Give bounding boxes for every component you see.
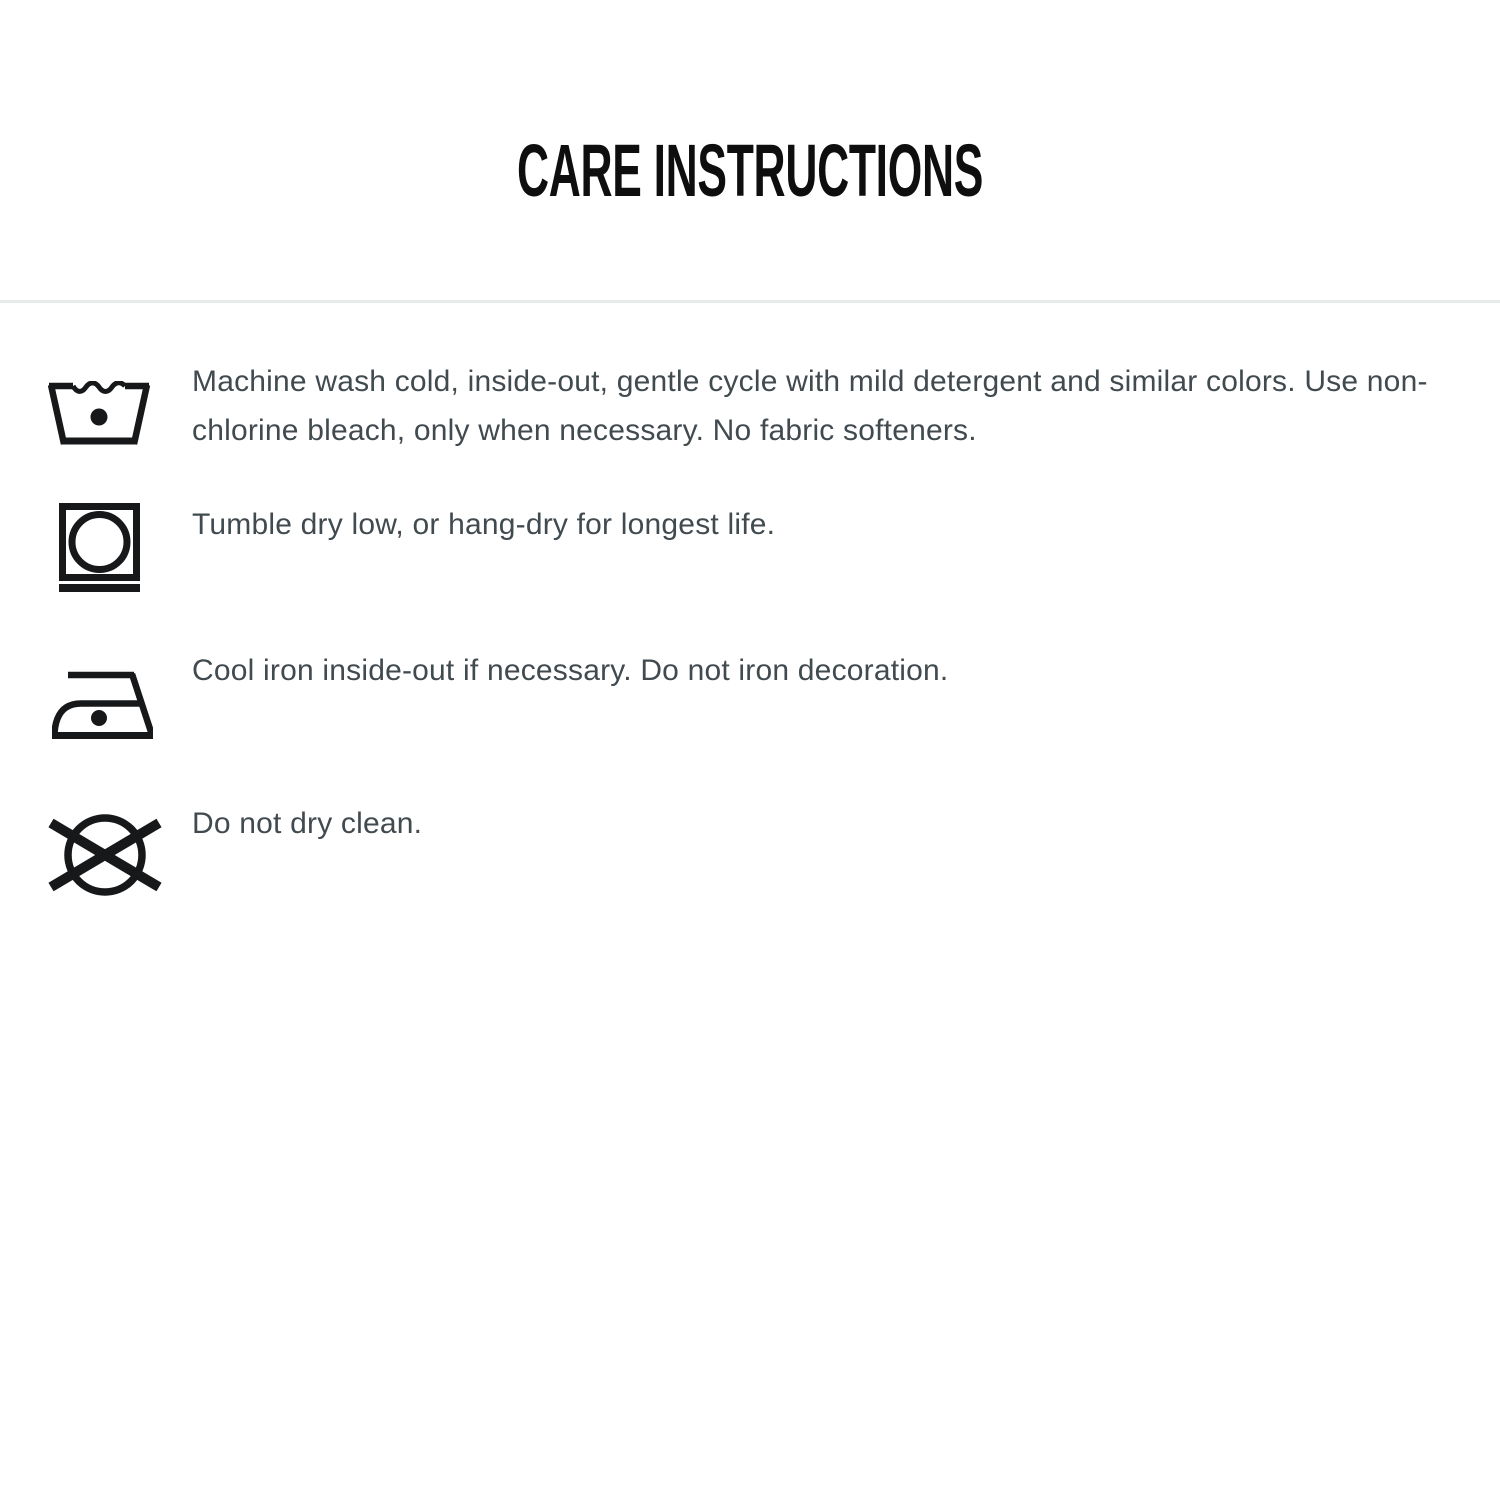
horizontal-divider — [0, 300, 1500, 303]
care-item-text: Machine wash cold, inside-out, gentle cycle with mild detergent and similar colors. Use non-chlorine bleach, only when necessary. No fabric softeners. — [192, 365, 1428, 447]
care-item-row-wash — [48, 357, 1456, 455]
care-item-row-iron — [48, 646, 1456, 744]
care-item-text: Tumble dry low, or hang-dry for longest life. — [192, 508, 776, 541]
care-item-text: Do not dry clean. — [192, 807, 423, 840]
icon-column — [48, 357, 192, 454]
icon-column — [48, 646, 192, 744]
care-item-row-tumble-dry — [48, 500, 1456, 597]
icon-column — [48, 799, 192, 901]
cool-iron-icon — [52, 671, 153, 739]
page-title: CARE INSTRUCTIONS — [516, 129, 984, 212]
do-not-dry-clean-icon — [48, 814, 162, 896]
icon-column — [48, 500, 192, 597]
machine-wash-cold-icon — [48, 381, 150, 449]
tumble-dry-low-icon — [59, 503, 140, 592]
care-item-text: Cool iron inside-out if necessary. Do not iron decoration. — [192, 654, 949, 687]
care-item-row-dry-clean — [48, 799, 1456, 901]
